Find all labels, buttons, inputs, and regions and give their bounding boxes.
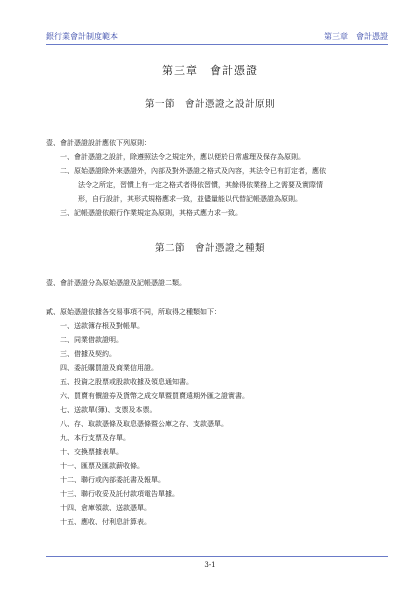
- header-right: 第三章 會計憑證: [324, 32, 388, 41]
- section2-para2-text: 貳、原始憑證依據各交易事項不同，所取得之種類如下：: [46, 308, 221, 316]
- list-item: 八、存、取款憑條及取息憑條暨公庫之存、支款憑單。: [60, 420, 228, 428]
- list-item: 十、交換票據表單。: [60, 448, 123, 456]
- section2-para1-text: 壹、會計憑證分為原始憑證及記帳憑證二類。: [46, 279, 186, 287]
- page-header: [46, 28, 388, 45]
- list-item: 十四、倉庫領款、送款憑單。: [60, 504, 151, 512]
- list-item: 二、同業借款證明。: [60, 336, 123, 344]
- list-item: 九、本行支票及存單。: [60, 434, 130, 442]
- section1-body: [46, 136, 388, 220]
- section1-item: 二、原始憑證除外來憑證外，內部及對外憑證之格式及內容，其法令已有訂定者，應依: [60, 167, 326, 175]
- section1-title: 第一節 會計憑證之設計原則: [144, 99, 275, 110]
- page-number: 3-1: [204, 561, 216, 569]
- section2-para1: [46, 276, 388, 290]
- header-left: 銀行業會計制度範本: [46, 32, 118, 41]
- section1-intro: 壹、會計憑證設計應依下列原則：: [46, 139, 151, 147]
- list-item: 十五、應收、付利息計算表。: [60, 518, 151, 526]
- list-item: 一、送款簿存根及對帳單。: [60, 322, 144, 330]
- footer-rule: [46, 556, 388, 557]
- list-item: 十三、聯行收妥及託付款項電告單據。: [60, 490, 179, 498]
- section2-list: [46, 305, 388, 529]
- section1-item-cont: 形，自行設計，其形式規格應求一致，並儘量能以代替記帳憑證為原則。: [78, 195, 302, 203]
- list-item: 四、委託購買證及商業信用證。: [60, 364, 158, 372]
- section1-item: 一、會計憑證之設計，除遵照法令之規定外，應以便於日常處理及保存為原則。: [60, 153, 305, 161]
- section1-item-cont: 法令之所定，習慣上有一定之格式者得依習慣，其餘得依業務上之需要及實際情: [78, 181, 323, 189]
- list-item: 五、投資之股票或股款收據及領息通知書。: [60, 378, 193, 386]
- list-item: 三、借據及契約。: [60, 350, 116, 358]
- section2-title: 第二節 會計憑證之種類: [154, 243, 265, 254]
- list-item: 十二、聯行或內部委託書及報單。: [60, 476, 165, 484]
- chapter-title: 第三章 會計憑證: [162, 64, 258, 77]
- list-item: 六、買賣有價證券及貨幣之成交單暨買賣遠期外匯之證實書。: [60, 392, 249, 400]
- list-item: 十一、匯票及匯款薪收條。: [60, 462, 144, 470]
- section1-item: 三、記帳憑證依銀行作業規定為原則，其格式應力求一致。: [60, 209, 242, 217]
- list-item: 七、送款單(簿)、支票及本票。: [60, 406, 157, 414]
